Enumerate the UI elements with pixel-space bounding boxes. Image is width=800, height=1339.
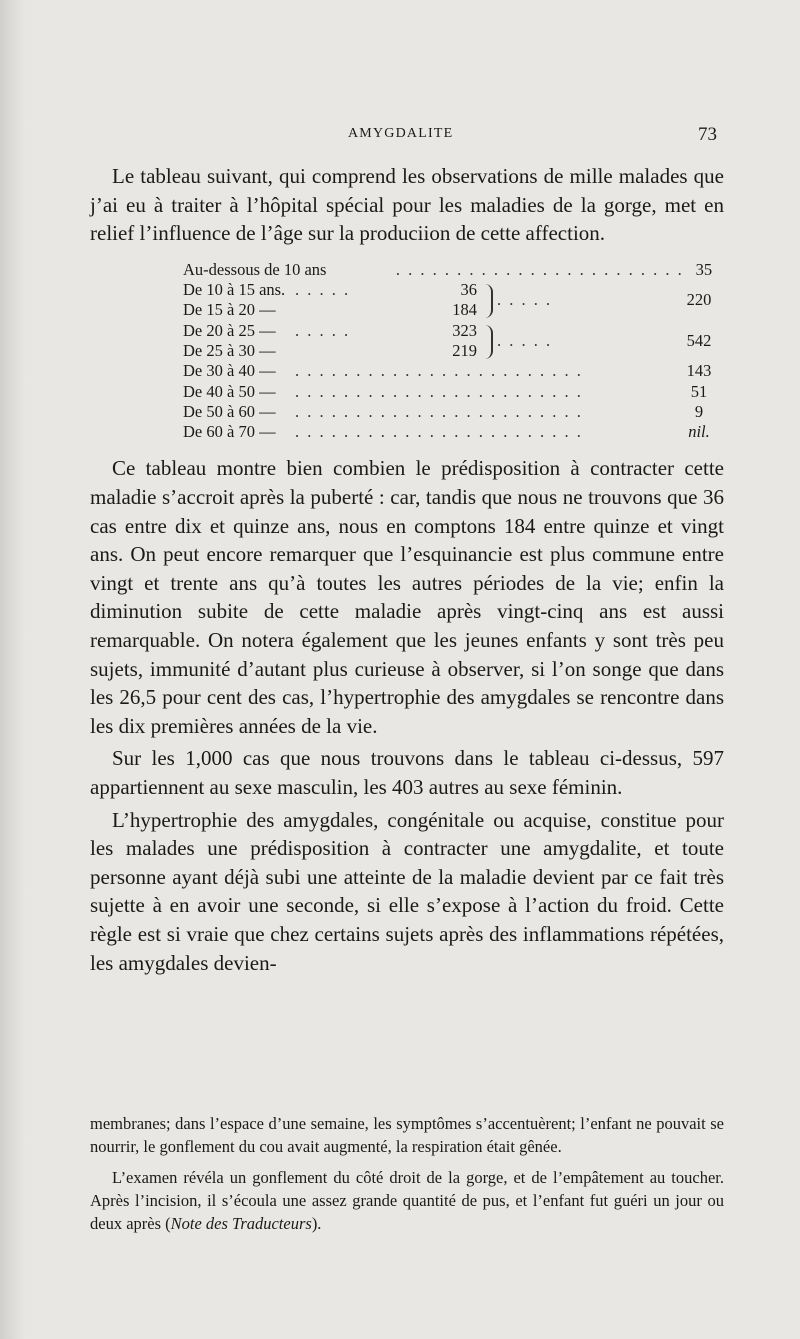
intro-paragraph: Le tableau suivant, qui comprend les observations de mille malades que j’ai eu à traiter à l’hôpital spécial pour les maladies de la gorge, met en relief l’influence de l’âge sur la produciion de cette affection. [90, 164, 724, 246]
row-label: De 25 à 30 — [183, 340, 276, 360]
sub-value: 36 [460, 280, 477, 300]
leader-dots: . . . . . . . . . . . . . . . . . . . . . . . . [295, 422, 583, 442]
row-total: 51 [690, 381, 708, 401]
sub-value: 219 [452, 340, 477, 360]
footnote-text-end: ). [311, 1214, 322, 1233]
leader-dots: . . . . . . . . . . . . . . . . . . . . . . . . [295, 401, 583, 421]
page-header [0, 124, 800, 148]
footnotes [90, 1112, 724, 1235]
row-label: De 60 à 70 — [183, 422, 276, 442]
row-label: De 30 à 40 — [183, 361, 276, 381]
leader-dots: . . . . . . . . . . . . . . . . . . . . . . . . [295, 361, 583, 381]
row-total: nil. [688, 422, 710, 442]
body-paragraph: Sur les 1,000 cas que nous trouvons dans le tableau ci-dessus, 597 appartiennent au sexe masculin, les 403 autres au sexe féminin. [90, 746, 724, 799]
leader-dots: . . . . . [497, 330, 553, 350]
footnote-text: L’examen révéla un gonflement du côté droit de la gorge, et de l’empâtement au toucher. Après l’incision, il s’écoula une assez grande quantité de pus, et l’enfant fut guéri un jour ou deux après ( [90, 1168, 724, 1233]
brace-icon [481, 284, 493, 318]
table-row [90, 422, 724, 442]
footnote-paragraph [90, 1166, 724, 1235]
row-label: De 20 à 25 — [183, 320, 276, 340]
table-group [90, 321, 724, 362]
translators-note: Note des Traducteurs [170, 1214, 312, 1233]
leader-dots: . . . . . [295, 280, 351, 300]
row-label: De 50 à 60 — [183, 401, 276, 421]
row-label: De 40 à 50 — [183, 381, 276, 401]
leader-dots: . . . . . [497, 290, 553, 310]
row-total: 143 [686, 361, 712, 381]
footnote-paragraph: membranes; dans l’espace d’une semaine, les symptômes s’accentuèrent; l’enfant ne pouvait se nourrir, le gonflement du cou avait augmenté, la respiration était gênée. [90, 1114, 724, 1156]
page-number: 73 [698, 124, 717, 145]
table-row [90, 382, 724, 402]
sub-value: 184 [452, 300, 477, 320]
brace-icon [481, 325, 493, 359]
table-row [90, 260, 724, 280]
table-row [90, 402, 724, 422]
body-paragraph: Ce tableau montre bien combien le prédisposition à contracter cette maladie s’accroit après la puberté : car, tandis que nous ne trouvons que 36 cas entre dix et quinze ans, nous en comptons 184 entre quinze et vingt ans. On peut encore remarquer que l’esquinancie est plus commune entre vingt et trente ans qu’à toutes les autres périodes de la vie; enfin la diminution subite de cette maladie après vingt-cinq ans est aussi remarquable. On notera également que les jeunes enfants y sont très peu sujets, immunité d’autant plus curieuse à observer, si l’on songe que dans les 26,5 pour cent des cas, l’hypertrophie des amygdales se rencontre dans les dix premières années de la vie. [90, 456, 724, 738]
group-total: 542 [686, 330, 712, 350]
row-label: De 10 à 15 ans. [183, 280, 286, 300]
running-title: AMYGDALITE [348, 126, 454, 141]
row-label: De 15 à 20 — [183, 300, 276, 320]
group-total: 220 [686, 290, 712, 310]
row-label: Au-dessous de 10 ans [183, 259, 327, 279]
main-text [90, 162, 724, 977]
row-total: 35 [695, 259, 713, 279]
leader-dots: . . . . . . . . . . . . . . . . . . . . . . . . [295, 381, 583, 401]
leader-dots: . . . . . [295, 320, 351, 340]
age-table [90, 260, 724, 443]
sub-value: 323 [452, 320, 477, 340]
table-row [90, 361, 724, 381]
table-group [90, 280, 724, 321]
row-total: 9 [694, 401, 704, 421]
body-paragraph: L’hypertrophie des amygdales, congénitale ou acquise, constitue pour les malades une prédisposition à contracter une amygdalite, et toute personne ayant déjà subi une atteinte de la maladie devient par ce fait très sujette à en avoir une seconde, si elle s’expose à l’action du froid. Cette règle est si vraie que chez certains sujets après des inflammations répétées, les amygdales devien- [90, 807, 724, 975]
leader-dots: . . . . . . . . . . . . . . . . . . . . . . . . [395, 259, 684, 279]
